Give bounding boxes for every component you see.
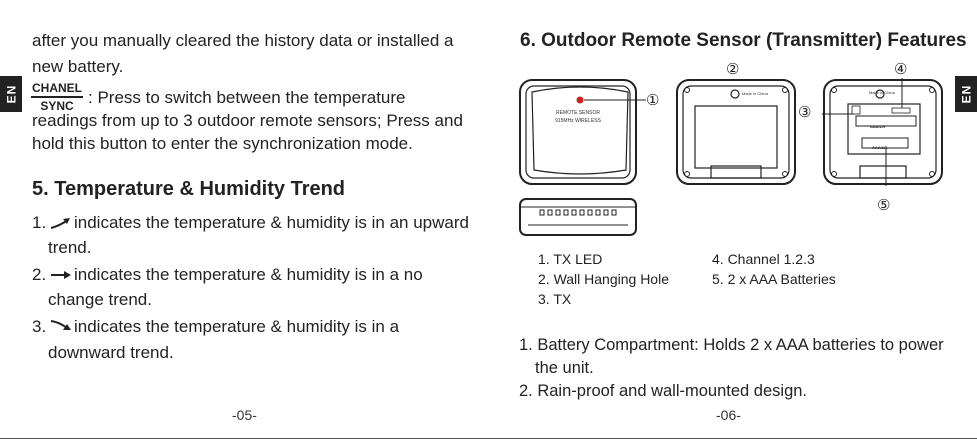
chanel-label: CHANEL	[32, 81, 82, 95]
feature-4: 4. Channel 1.2.3	[712, 251, 815, 267]
trend-2-text-cont: change trend.	[48, 290, 152, 309]
bottom-rule	[0, 438, 977, 439]
chanel-text-line-3: hold this button to enter the synchronization mode.	[32, 134, 413, 153]
arrow-down-right-icon	[50, 318, 72, 332]
trend-2-text: indicates the temperature & humidity is in a no	[74, 265, 423, 284]
battery-label-1: AAA/LR	[870, 124, 886, 129]
sync-label: SYNC	[40, 98, 74, 113]
section-6-heading: 6. Outdoor Remote Sensor (Transmitter) Features	[520, 30, 967, 51]
sensor-back-diagram	[675, 78, 797, 186]
feature-5: 5. 2 x AAA Batteries	[712, 271, 836, 287]
made-in-label-1: Made in China	[742, 91, 768, 96]
feature-3: 3. TX	[538, 291, 572, 307]
intro-line-1: after you manually cleared the history data or installed a	[32, 31, 454, 50]
item-1-line-1: 1. Battery Compartment: Holds 2 x AAA batteries to power	[519, 336, 944, 354]
trend-2-num: 2.	[32, 265, 47, 284]
device-label-1: REMOTE SENSOR	[556, 110, 600, 116]
callout-3: ③	[798, 104, 812, 121]
callout-1: ①	[646, 92, 660, 109]
section-5-heading: 5. Temperature & Humidity Trend	[32, 178, 346, 200]
page-number-left: -05-	[232, 407, 257, 423]
callout-2: ②	[726, 61, 740, 78]
trend-3-num: 3.	[32, 317, 47, 336]
language-tab-left: EN	[0, 76, 22, 112]
device-label-2: 915MHz WIRELESS	[555, 118, 601, 124]
chanel-text-line-1: : Press to switch between the temperature	[88, 88, 406, 107]
trend-1-text-cont: trend.	[48, 238, 92, 257]
item-1-line-2: the unit.	[535, 359, 594, 377]
item-2: 2. Rain-proof and wall-mounted design.	[519, 382, 808, 400]
intro-line-2: new battery.	[32, 57, 124, 76]
page-number-right: -06-	[716, 407, 741, 423]
battery-label-2: AAA/LR	[872, 145, 888, 150]
arrow-right-icon	[50, 268, 72, 282]
trend-3-text-cont: downward trend.	[48, 343, 174, 362]
hanging-hole-icon	[731, 90, 739, 98]
arrow-up-right-icon	[50, 216, 72, 230]
callout-4: ④	[894, 61, 908, 78]
trend-1-num: 1.	[32, 213, 47, 232]
trend-1-text: indicates the temperature & humidity is in an upward	[74, 213, 469, 232]
chanel-text-line-2: readings from up to 3 outdoor remote sensors; Press and	[32, 111, 463, 130]
feature-2: 2. Wall Hanging Hole	[538, 271, 669, 287]
trend-3-text: indicates the temperature & humidity is in a	[74, 317, 400, 336]
made-in-label-2: Made in China	[869, 90, 895, 95]
feature-1: 1. TX LED	[538, 251, 603, 267]
tx-led-icon	[577, 97, 584, 104]
sensor-front-diagram	[518, 78, 658, 186]
sensor-bottom-diagram	[518, 197, 640, 239]
language-tab-right: EN	[955, 76, 977, 112]
callout-5: ⑤	[877, 197, 891, 214]
